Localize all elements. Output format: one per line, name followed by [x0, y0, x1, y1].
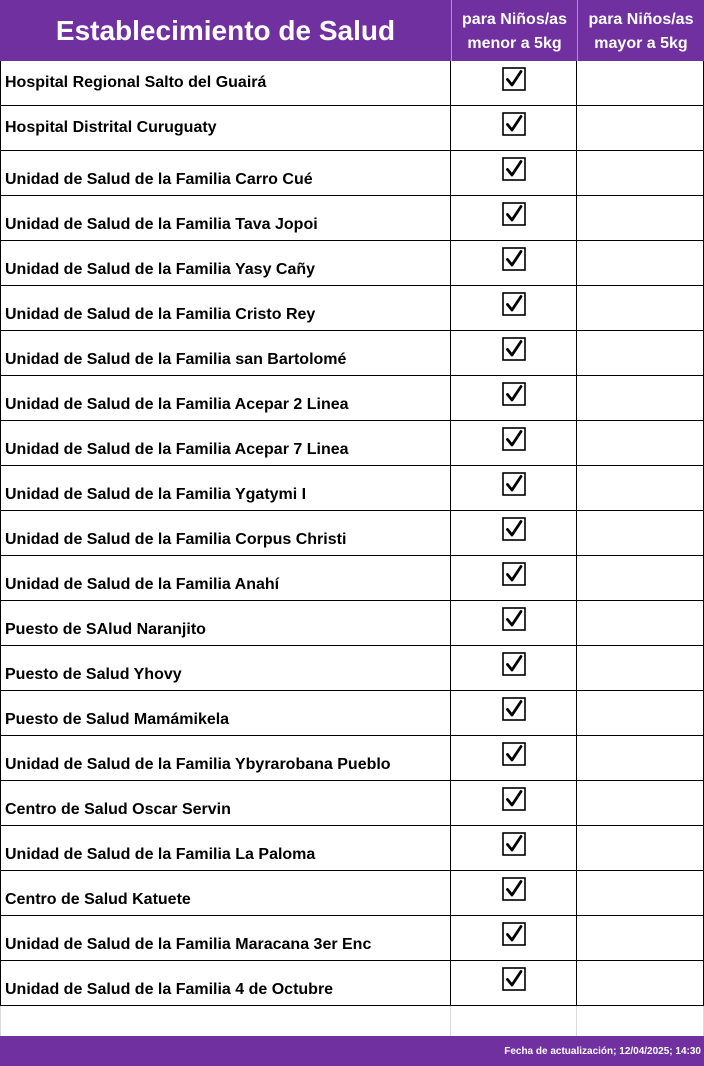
table-row [0, 826, 704, 871]
over-5kg-cell [577, 376, 704, 420]
over-5kg-cell [577, 511, 704, 555]
under-5kg-cell [451, 106, 577, 150]
over-5kg-cell [577, 871, 704, 915]
under-5kg-cell [451, 286, 577, 330]
checkbox-checked-icon [502, 652, 526, 676]
over-5kg-cell [577, 421, 704, 465]
checkbox-checked-icon [502, 112, 526, 136]
facility-name: Unidad de Salud de la Familia Acepar 2 Linea [0, 376, 451, 420]
over-5kg-cell [577, 781, 704, 825]
over-5kg-cell [577, 556, 704, 600]
checkbox-checked-icon [502, 562, 526, 586]
over-5kg-cell [577, 916, 704, 960]
under-5kg-cell [451, 151, 577, 195]
over-5kg-cell [577, 736, 704, 780]
checkbox-checked-icon [502, 247, 526, 271]
checkbox-checked-icon [502, 382, 526, 406]
checkbox-checked-icon [502, 337, 526, 361]
under-5kg-cell [451, 736, 577, 780]
checkbox-checked-icon [502, 292, 526, 316]
under-5kg-cell [451, 691, 577, 735]
under-5kg-cell [451, 511, 577, 555]
over-5kg-cell [577, 61, 704, 105]
facility-name: Centro de Salud Katuete [0, 871, 451, 915]
checkbox-checked-icon [502, 967, 526, 991]
checkbox-checked-icon [502, 472, 526, 496]
under-5kg-cell [451, 556, 577, 600]
checkbox-checked-icon [502, 202, 526, 226]
checkbox-checked-icon [502, 157, 526, 181]
empty-cell [451, 1006, 577, 1036]
header-under-5kg [451, 0, 577, 61]
checkbox-checked-icon [502, 742, 526, 766]
facility-name: Hospital Regional Salto del Guairá [0, 61, 451, 105]
facility-name: Puesto de Salud Yhovy [0, 646, 451, 690]
table-header [0, 0, 704, 61]
facility-name: Unidad de Salud de la Familia Ybyrarobana Pueblo [0, 736, 451, 780]
under-5kg-cell [451, 376, 577, 420]
header-over-5kg-line1: para Niños/as [588, 10, 694, 28]
facility-name: Unidad de Salud de la Familia Carro Cué [0, 151, 451, 195]
under-5kg-cell [451, 601, 577, 645]
update-timestamp: Fecha de actualización; 12/04/2025; 14:30 [504, 1045, 701, 1057]
facility-name: Unidad de Salud de la Familia Corpus Christi [0, 511, 451, 555]
checkbox-checked-icon [502, 832, 526, 856]
facility-name: Puesto de Salud Mamámikela [0, 691, 451, 735]
over-5kg-cell [577, 151, 704, 195]
update-footer [0, 1036, 704, 1066]
over-5kg-cell [577, 646, 704, 690]
checkbox-checked-icon [502, 697, 526, 721]
facility-name: Unidad de Salud de la Familia san Bartolomé [0, 331, 451, 375]
checkbox-checked-icon [502, 787, 526, 811]
table-row [0, 286, 704, 331]
over-5kg-cell [577, 241, 704, 285]
table-row [0, 241, 704, 286]
under-5kg-cell [451, 826, 577, 870]
header-over-5kg [577, 0, 704, 61]
facility-name: Unidad de Salud de la Familia Yasy Cañy [0, 241, 451, 285]
table-row [0, 871, 704, 916]
facility-name: Puesto de SAlud Naranjito [0, 601, 451, 645]
facility-name: Unidad de Salud de la Familia Acepar 7 Linea [0, 421, 451, 465]
checkbox-checked-icon [502, 517, 526, 541]
table-row [0, 331, 704, 376]
table-row [0, 556, 704, 601]
under-5kg-cell [451, 331, 577, 375]
table-row [0, 961, 704, 1006]
table-row [0, 781, 704, 826]
table-row [0, 466, 704, 511]
over-5kg-cell [577, 691, 704, 735]
facility-name: Unidad de Salud de la Familia Cristo Rey [0, 286, 451, 330]
table-body [0, 61, 704, 1036]
facility-name: Unidad de Salud de la Familia 4 de Octubre [0, 961, 451, 1005]
over-5kg-cell [577, 106, 704, 150]
checkbox-checked-icon [502, 922, 526, 946]
under-5kg-cell [451, 916, 577, 960]
empty-cell [577, 1006, 704, 1036]
facility-name: Centro de Salud Oscar Servin [0, 781, 451, 825]
table-row [0, 511, 704, 556]
facility-name: Unidad de Salud de la Familia Anahí [0, 556, 451, 600]
table-row [0, 601, 704, 646]
table-row [0, 646, 704, 691]
over-5kg-cell [577, 286, 704, 330]
under-5kg-cell [451, 241, 577, 285]
under-5kg-cell [451, 61, 577, 105]
over-5kg-cell [577, 601, 704, 645]
facility-name: Unidad de Salud de la Familia Ygatymi I [0, 466, 451, 510]
empty-cell [0, 1006, 451, 1036]
over-5kg-cell [577, 826, 704, 870]
header-facility: Establecimiento de Salud [55, 14, 396, 46]
over-5kg-cell [577, 331, 704, 375]
table-row [0, 691, 704, 736]
table-row [0, 151, 704, 196]
checkbox-checked-icon [502, 877, 526, 901]
table-row [0, 421, 704, 466]
checkbox-checked-icon [502, 607, 526, 631]
under-5kg-cell [451, 421, 577, 465]
over-5kg-cell [577, 466, 704, 510]
table-row [0, 106, 704, 151]
header-over-5kg-line2: mayor a 5kg [594, 34, 688, 52]
header-under-5kg-line1: para Niños/as [462, 10, 567, 28]
under-5kg-cell [451, 646, 577, 690]
facility-name: Unidad de Salud de la Familia Tava Jopoi [0, 196, 451, 240]
under-5kg-cell [451, 196, 577, 240]
facility-name: Unidad de Salud de la Familia Maracana 3er Enc [0, 916, 451, 960]
table-row [0, 736, 704, 781]
table-row [0, 916, 704, 961]
facility-name: Hospital Distrital Curuguaty [0, 106, 451, 150]
checkbox-checked-icon [502, 427, 526, 451]
over-5kg-cell [577, 196, 704, 240]
under-5kg-cell [451, 871, 577, 915]
under-5kg-cell [451, 781, 577, 825]
table-row [0, 61, 704, 106]
over-5kg-cell [577, 961, 704, 1005]
under-5kg-cell [451, 466, 577, 510]
header-under-5kg-line2: menor a 5kg [467, 34, 562, 52]
facility-name: Unidad de Salud de la Familia La Paloma [0, 826, 451, 870]
checkbox-checked-icon [502, 67, 526, 91]
table-row [0, 376, 704, 421]
under-5kg-cell [451, 961, 577, 1005]
empty-row [0, 1006, 704, 1036]
table-row [0, 196, 704, 241]
